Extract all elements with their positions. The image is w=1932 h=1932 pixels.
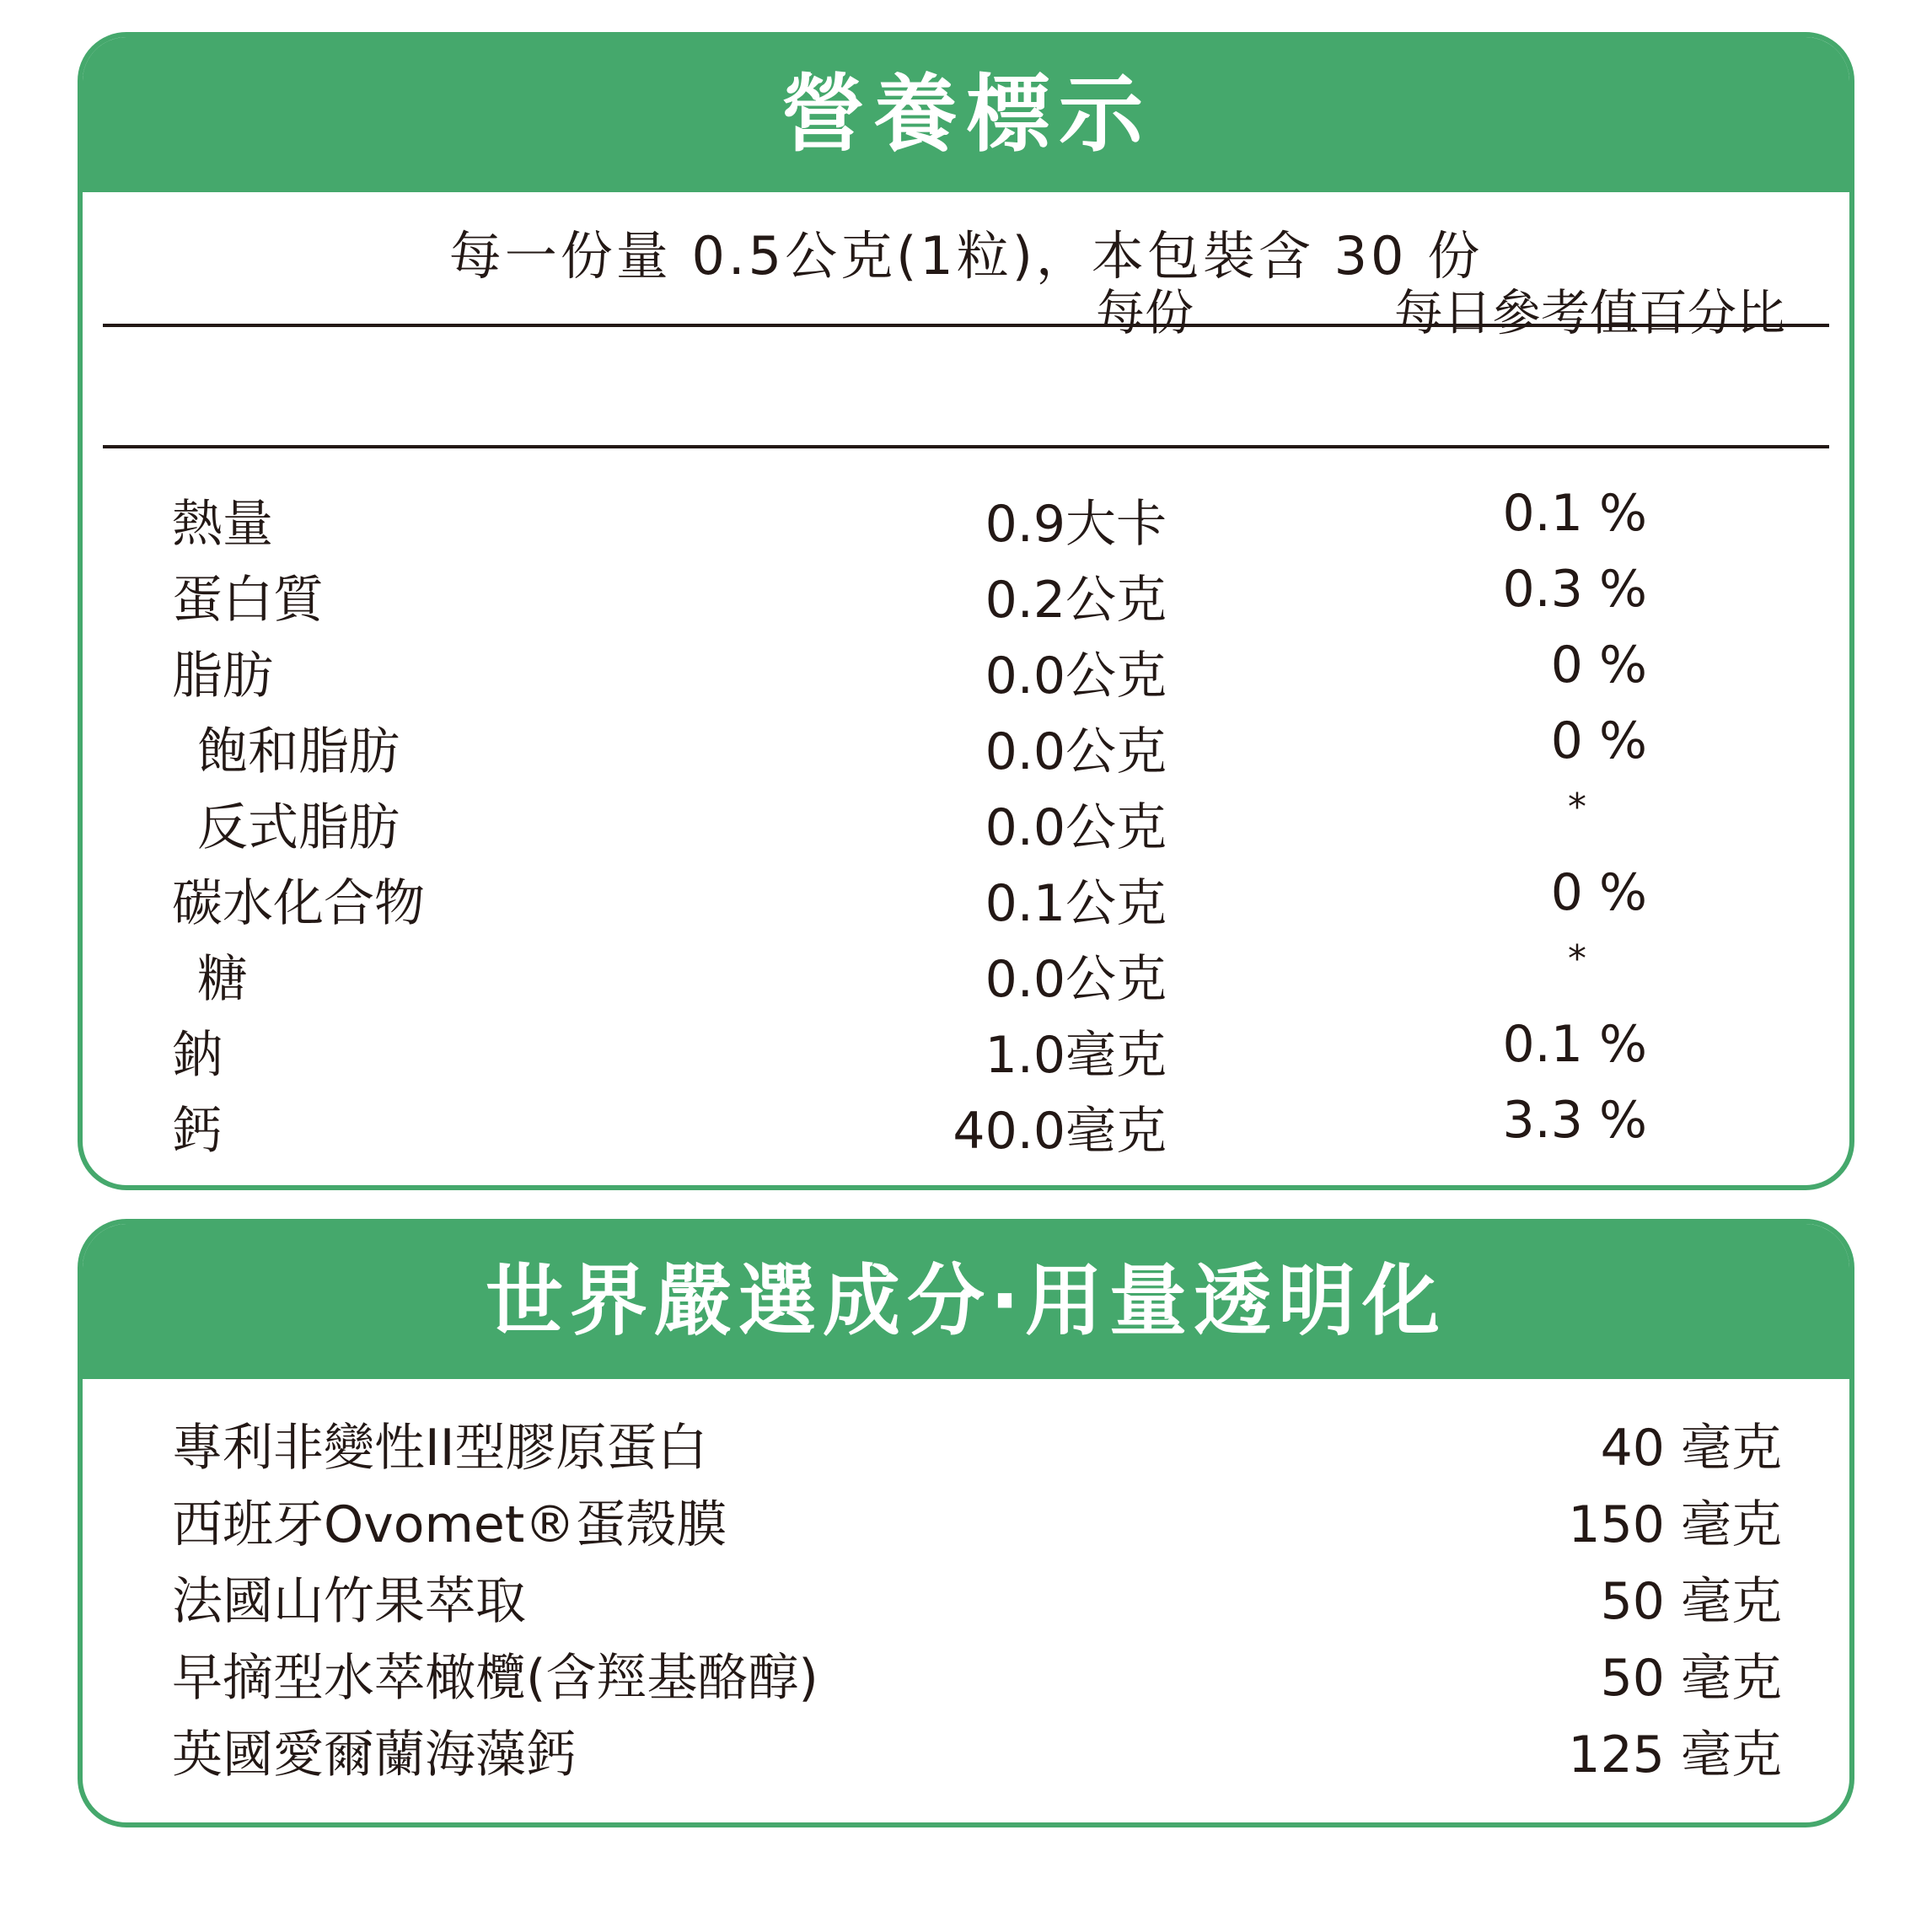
- ingredient-row: [83, 1408, 1849, 1484]
- nutrition-row: [83, 632, 1849, 708]
- ingredient-amount: 150 毫克: [1568, 1495, 1782, 1554]
- nutrition-row: [83, 1012, 1849, 1087]
- ingredient-name: 西班牙Ovomet®蛋殼膜: [172, 1495, 727, 1554]
- nutrition-row: [83, 1087, 1849, 1163]
- ingredients-title: 世界嚴選成分‧用量透明化: [83, 1224, 1849, 1379]
- nutrient-name: 鈣: [172, 1102, 223, 1161]
- nutrient-daily-value: *: [1568, 937, 1586, 980]
- nutrition-row: [83, 480, 1849, 556]
- ingredient-amount: 40 毫克: [1600, 1419, 1782, 1478]
- ingredient-row: [83, 1561, 1849, 1638]
- ingredient-name: 早摘型水萃橄欖(含羥基酪醇): [172, 1649, 818, 1708]
- nutrient-name: 蛋白質: [172, 571, 324, 630]
- nutrient-daily-value: 0.1 %: [1502, 1015, 1647, 1074]
- nutrition-rows: [83, 480, 1849, 1163]
- nutrition-row: [83, 860, 1849, 936]
- nutrient-daily-value: 0.1 %: [1502, 484, 1647, 543]
- nutrient-per-serving: 0.0公克: [985, 798, 1167, 857]
- ingredient-rows: [83, 1408, 1849, 1791]
- ingredient-row: [83, 1484, 1849, 1561]
- divider-bottom: [103, 445, 1829, 448]
- nutrient-name: 脂肪: [172, 647, 273, 706]
- nutrient-daily-value: *: [1568, 786, 1586, 829]
- nutrition-title: 營養標示: [83, 37, 1849, 192]
- ingredient-amount: 125 毫克: [1568, 1725, 1782, 1784]
- nutrient-daily-value: 0 %: [1550, 863, 1647, 922]
- ingredient-row: [83, 1638, 1849, 1715]
- nutrient-per-serving: 0.0公克: [985, 722, 1167, 781]
- nutrient-daily-value: 0 %: [1550, 711, 1647, 770]
- nutrient-name: 飽和脂肪: [197, 722, 400, 781]
- col-per-serving: 每份: [1095, 284, 1194, 341]
- ingredient-amount: 50 毫克: [1600, 1572, 1782, 1631]
- nutrient-name: 鈉: [172, 1026, 223, 1085]
- nutrition-column-headers: [83, 239, 1849, 357]
- nutrient-per-serving: 0.9大卡: [985, 495, 1167, 554]
- nutrition-facts-panel: [78, 32, 1854, 1190]
- nutrient-per-serving: 0.1公克: [985, 874, 1167, 933]
- ingredient-name: 英國愛爾蘭海藻鈣: [172, 1725, 577, 1784]
- nutrition-row: [83, 936, 1849, 1012]
- nutrition-row: [83, 784, 1849, 860]
- nutrient-daily-value: 3.3 %: [1502, 1091, 1647, 1150]
- ingredients-panel: [78, 1219, 1854, 1827]
- nutrient-name: 碳水化合物: [172, 874, 425, 933]
- ingredient-name: 專利非變性II型膠原蛋白: [172, 1419, 708, 1478]
- nutrition-row: [83, 556, 1849, 632]
- nutrient-name: 反式脂肪: [197, 798, 400, 857]
- ingredient-amount: 50 毫克: [1600, 1649, 1782, 1708]
- nutrient-daily-value: 0.3 %: [1502, 560, 1647, 619]
- nutrient-per-serving: 40.0毫克: [953, 1102, 1167, 1161]
- nutrition-row: [83, 708, 1849, 784]
- nutrient-daily-value: 0 %: [1550, 636, 1647, 695]
- col-daily-value: 每日參考值百分比: [1393, 284, 1785, 341]
- nutrient-per-serving: 0.2公克: [985, 571, 1167, 630]
- nutrient-name: 熱量: [172, 495, 273, 554]
- ingredient-row: [83, 1715, 1849, 1791]
- nutrient-per-serving: 1.0毫克: [985, 1026, 1167, 1085]
- ingredient-name: 法國山竹果萃取: [172, 1572, 526, 1631]
- nutrient-per-serving: 0.0公克: [985, 647, 1167, 706]
- nutrient-per-serving: 0.0公克: [985, 950, 1167, 1009]
- serving-size: 每一份量 0.5公克(1粒)，本包裝含 30 份: [448, 225, 1484, 287]
- nutrient-name: 糖: [197, 950, 248, 1009]
